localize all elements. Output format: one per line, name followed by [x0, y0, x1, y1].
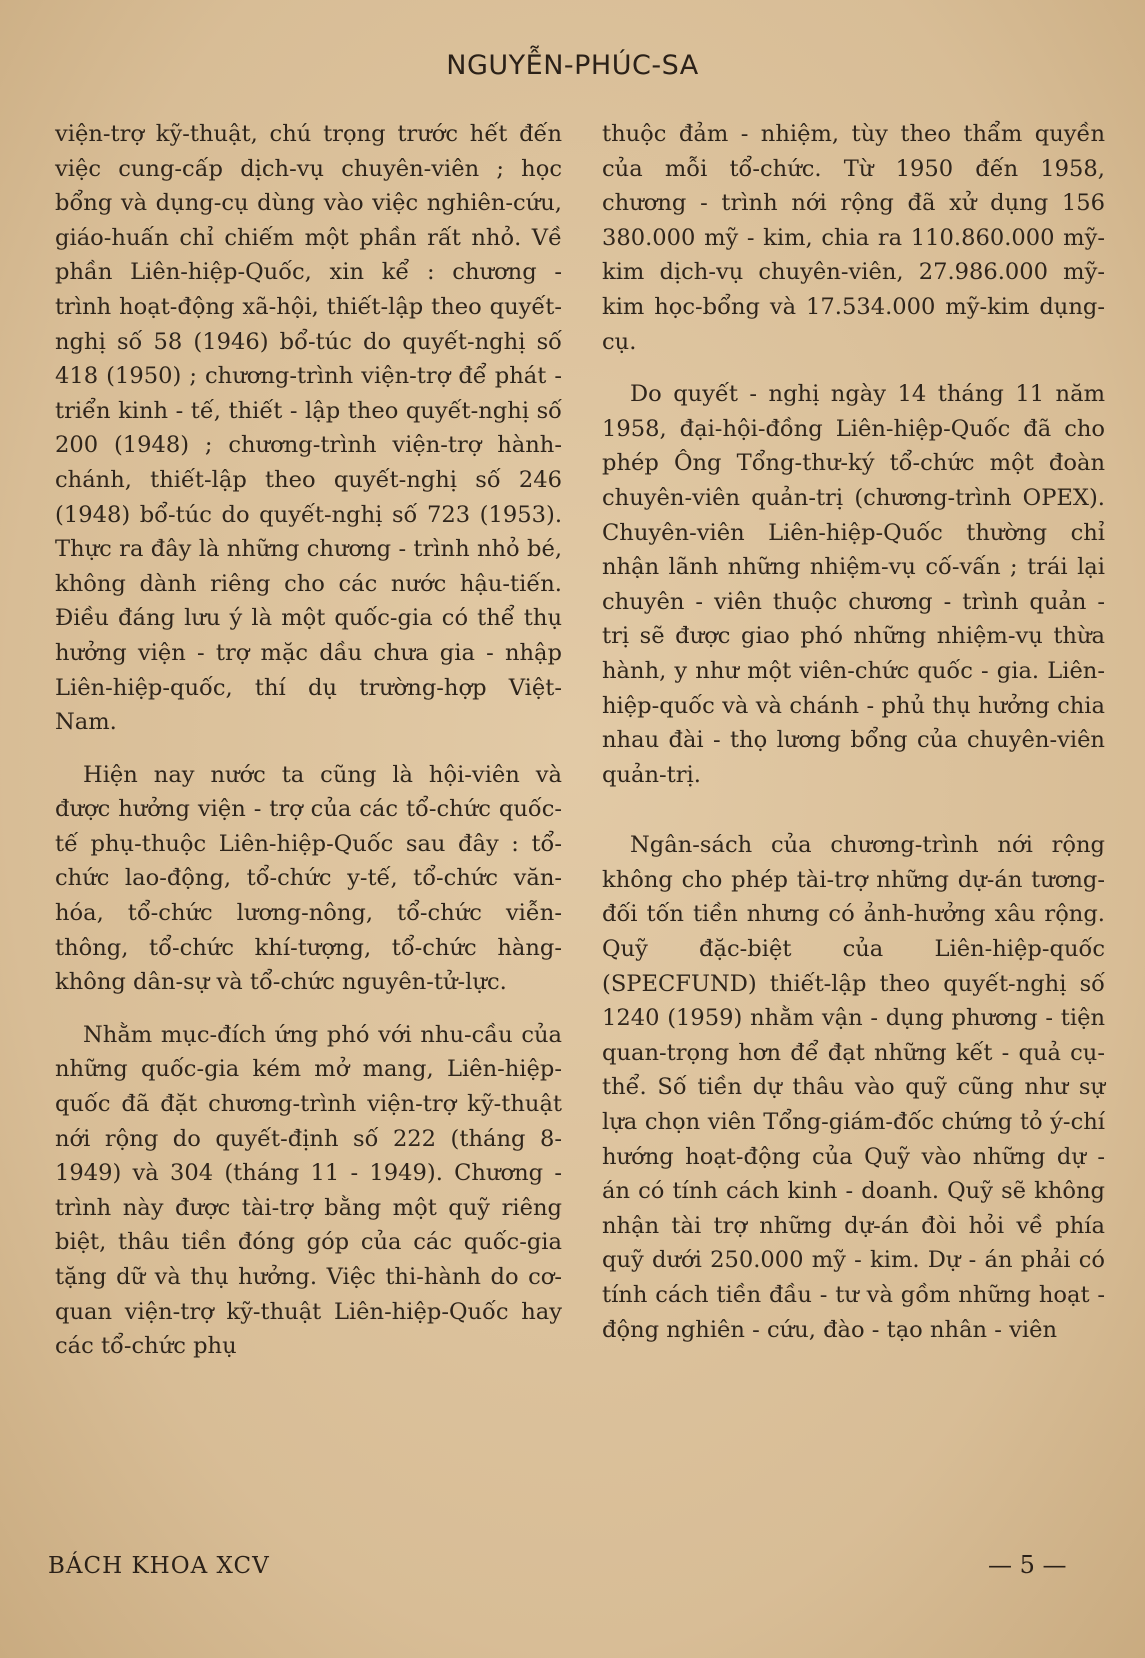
publication-footer: BÁCH KHOA XCV [48, 1553, 270, 1579]
paragraph: thuộc đảm - nhiệm, tùy theo thẩm quyền của mỗi tổ-chức. Từ 1950 đến 1958, chương - trình nới rộng đã xử dụng 156 380.000 mỹ - kim, chia ra 110.860.000 mỹ-kim dịch-vụ chuyên-viên, 27.986.000 mỹ-kim học-bổng và 17.534.000 mỹ-kim dụng-cụ. [602, 121, 1105, 355]
paragraph: Nhằm mục-đích ứng phó với nhu-cầu của những quốc-gia kém mở mang, Liên-hiệp-quốc đã đặt chương-trình viện-trợ kỹ-thuật nới rộng do quyết-định số 222 (tháng 8-1949) và 304 (tháng 11 - 1949). Chương - trình này được tài-trợ bằng một quỹ riêng biệt, thâu tiền đóng góp của các quốc-gia tặng dữ và thụ hưởng. Việc thi-hành do cơ-quan viện-trợ kỹ-thuật Liên-hiệp-Quốc hay các tổ-chức phụ [55, 1021, 562, 1360]
left-column [55, 117, 562, 1364]
paragraph: Ngân-sách của chương-trình nới rộng không cho phép tài-trợ những dự-án tương-đối tốn tiền nhưng có ảnh-hưởng xâu rộng. Quỹ đặc-biệt của Liên-hiệp-quốc (SPECFUND) thiết-lập theo quyết-nghị số 1240 (1959) nhằm vận - dụng phương - tiện quan-trọng hơn để đạt những kết - quả cụ-thể. Số tiền dự thâu vào quỹ cũng như sự lựa chọn viên Tổng-giám-đốc chứng tỏ ý-chí hướng hoạt-động của Quỹ vào những dự - án có tính cách kinh - doanh. Quỹ sẽ không nhận tài trợ những dự-án đòi hỏi về phía quỹ dưới 250.000 mỹ - kim. Dự - án phải có tính cách tiền đầu - tư và gồm những hoạt - động nghiên - cứu, đào - tạo nhân - viên [602, 832, 1105, 1343]
paragraph: Hiện nay nước ta cũng là hội-viên và được hưởng viện - trợ của các tổ-chức quốc-tế phụ-thuộc Liên-hiệp-Quốc sau đây : tổ-chức lao-động, tổ-chức y-tế, tổ-chức văn-hóa, tổ-chức lương-nông, tổ-chức viễn-thông, tổ-chức khí-tượng, tổ-chức hàng-không dân-sự và tổ-chức nguyên-tử-lực. [55, 761, 562, 996]
paragraph: viện-trợ kỹ-thuật, chú trọng trước hết đến việc cung-cấp dịch-vụ chuyên-viên ; học bổng và dụng-cụ dùng vào việc nghiên-cứu, giáo-huấn chỉ chiếm một phần rất nhỏ. Về phần Liên-hiệp-Quốc, xin kể : chương - trình hoạt-động xã-hội, thiết-lập theo quyết-nghị số 58 (1946) bổ-túc do quyết-nghị số 418 (1950) ; chương-trình viện-trợ để phát - triển kinh - tế, thiết - lập theo quyết-nghị số 200 (1948) ; chương-trình viện-trợ hành-chánh, thiết-lập theo quyết-nghị số 246 (1948) bổ-túc do quyết-nghị số 723 (1953). Thực ra đây là những chương - trình nhỏ bé, không dành riêng cho các nước hậu-tiến. Điều đáng lưu ý là một quốc-gia có thể thụ hưởng viện - trợ mặc dầu chưa gia - nhập Liên-hiệp-quốc, thí dụ trường-hợp Việt-Nam. [55, 121, 562, 736]
paragraph: Do quyết - nghị ngày 14 tháng 11 năm 1958, đại-hội-đồng Liên-hiệp-Quốc đã cho phép Ông Tổng-thư-ký tổ-chức một đoàn chuyên-viên quản-trị (chương-trình OPEX). Chuyên-viên Liên-hiệp-Quốc thường chỉ nhận lãnh những nhiệm-vụ cố-vấn ; trái lại chuyên - viên thuộc chương - trình quản - trị sẽ được giao phó những nhiệm-vụ thừa hành, y như một viên-chức quốc - gia. Liên-hiệp-quốc và và chánh - phủ thụ hưởng chia nhau đài - thọ lương bổng của chuyên-viên quản-trị. [602, 381, 1105, 788]
right-column [602, 117, 1105, 1347]
running-header: NGUYỄN-PHÚC-SA [446, 50, 699, 81]
page-number: — 5 — [988, 1551, 1067, 1579]
